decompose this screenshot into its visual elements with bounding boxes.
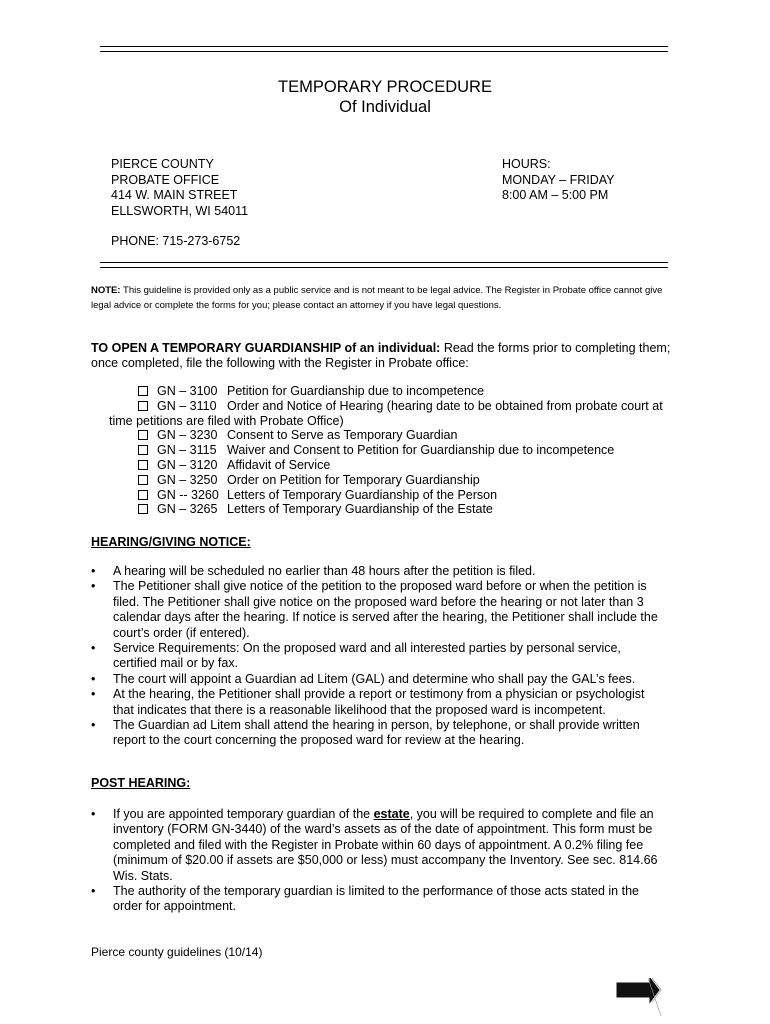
form-title: Petition for Guardianship due to incompetence	[227, 384, 485, 398]
form-title: Letters of Temporary Guardianship of the Person	[227, 487, 498, 502]
bullet: •	[91, 579, 96, 594]
checkbox[interactable]	[138, 475, 148, 485]
right-arrow-icon[interactable]	[612, 978, 662, 1018]
address-line: ELLSWORTH, WI 54011	[111, 203, 249, 218]
form-title: Letters of Temporary Guardianship of the Estate	[227, 502, 493, 517]
form-row-continued	[0, 414, 770, 429]
open-text: Read the forms prior to completing them; once completed, file the following with the Register in Probate office:	[91, 341, 671, 370]
top-rule	[100, 46, 668, 47]
form-title: Consent to Serve as Temporary Guardian	[227, 428, 458, 443]
list-item-text: , you will be required to complete and file an inventory (FORM GN-3440) of the ward’s assets as of the date of appointment. This form must be completed and filed with the Register in Probate within 60 days of appointment. A 0.2% filing fee (minimum of $20.00 if assets are $50,000 or less) must accompany the Inventory. See sec. 814.66 Wis. Stats.	[113, 807, 658, 883]
form-code: GN – 3230	[157, 428, 218, 443]
checkbox[interactable]	[138, 401, 148, 411]
post-hearing-heading: POST HEARING:	[91, 776, 191, 790]
form-code: GN – 3110	[157, 398, 217, 413]
list-item-text: A hearing will be scheduled no earlier than 48 hours after the petition is filed.	[113, 564, 536, 578]
bullet: •	[91, 807, 96, 821]
form-code: GN -- 3260	[157, 487, 219, 502]
form-row	[0, 443, 770, 458]
list-item	[91, 641, 661, 672]
form-row	[0, 458, 770, 473]
note-label: NOTE:	[91, 285, 121, 296]
hearing-list	[91, 564, 661, 749]
address-line: PROBATE OFFICE	[111, 172, 220, 187]
forms-checklist	[0, 384, 770, 517]
divider-rule-2	[100, 267, 668, 268]
form-code: GN – 3100	[157, 384, 218, 398]
list-item	[91, 884, 661, 915]
form-row	[0, 488, 770, 503]
top-rule-2	[100, 51, 668, 52]
page-subtitle: Of Individual	[339, 98, 431, 116]
list-item	[91, 687, 661, 718]
list-item-text: The Guardian ad Litem shall attend the hearing in person, by telephone, or shall provide written report to the court concerning the proposed ward for review at the hearing.	[113, 718, 640, 748]
address-line: PIERCE COUNTY	[111, 157, 214, 171]
form-row	[0, 473, 770, 488]
list-item-text: Service Requirements: On the proposed ward and all interested parties by personal service, certified mail or by fax.	[113, 641, 621, 671]
checkbox[interactable]	[138, 504, 148, 514]
hours-line: 8:00 AM – 5:00 PM	[502, 188, 609, 202]
form-row	[0, 384, 770, 399]
list-item	[91, 807, 661, 884]
form-code: GN – 3265	[157, 502, 218, 517]
checkbox[interactable]	[138, 430, 148, 440]
note-text: This guideline is provided only as a public service and is not meant to be legal advice. The Register in Probate office cannot give legal advice or complete the forms for you; please contact an attorney if you have legal questions.	[91, 285, 663, 311]
estate-emphasis: estate	[373, 807, 410, 821]
hours-line: MONDAY – FRIDAY	[502, 172, 615, 187]
hours-line: HOURS:	[502, 157, 551, 171]
bullet: •	[91, 641, 96, 656]
bullet: •	[91, 884, 96, 899]
form-code: GN – 3250	[157, 472, 218, 487]
checkbox[interactable]	[138, 490, 148, 500]
bullet: •	[91, 671, 96, 686]
checkbox[interactable]	[138, 445, 148, 455]
list-item	[91, 672, 661, 687]
checkbox[interactable]	[138, 460, 148, 470]
office-hours	[502, 157, 615, 204]
page-title: TEMPORARY PROCEDURE	[278, 78, 492, 96]
form-title-continued: time petitions are filed with Probate Office)	[109, 413, 344, 428]
open-heading: TO OPEN A TEMPORARY GUARDIANSHIP of an individual:	[91, 341, 441, 355]
office-address	[111, 157, 248, 250]
list-item-text: At the hearing, the Petitioner shall provide a report or testimony from a physician or psychologist that indicates that there is a reasonable likelihood that the proposed ward is incompetent.	[113, 687, 645, 717]
form-title: Waiver and Consent to Petition for Guardianship due to incompetence	[227, 443, 615, 458]
form-row	[0, 502, 770, 517]
list-item-text: If you are appointed temporary guardian of the	[113, 807, 374, 821]
bullet: •	[91, 564, 96, 578]
list-item-text: The authority of the temporary guardian is limited to the performance of those acts stated in the order for appointment.	[113, 884, 639, 914]
list-item	[91, 579, 661, 641]
form-title: Order and Notice of Hearing (hearing date to be obtained from probate court at	[227, 398, 663, 413]
address-line: 414 W. MAIN STREET	[111, 188, 238, 202]
office-phone: PHONE: 715-273-6752	[111, 234, 241, 248]
hearing-heading: HEARING/GIVING NOTICE:	[91, 535, 251, 549]
legal-note	[91, 283, 681, 313]
divider-rule	[100, 262, 668, 263]
list-item	[91, 718, 661, 749]
form-row	[0, 399, 770, 414]
form-code: GN – 3115	[157, 443, 217, 458]
bullet: •	[91, 687, 96, 702]
list-item	[91, 564, 661, 579]
page-footer: Pierce county guidelines (10/14)	[91, 945, 263, 959]
form-code: GN – 3120	[157, 457, 218, 472]
post-hearing-list	[91, 807, 661, 915]
checkbox[interactable]	[138, 386, 148, 396]
form-title: Affidavit of Service	[227, 457, 331, 472]
form-title: Order on Petition for Temporary Guardianship	[227, 472, 480, 487]
list-item-text: The court will appoint a Guardian ad Litem (GAL) and determine who shall pay the GAL’s fees.	[113, 671, 636, 686]
form-row	[0, 428, 770, 443]
bullet: •	[91, 718, 96, 733]
open-guardianship-intro	[91, 341, 671, 371]
list-item-text: The Petitioner shall give notice of the petition to the proposed ward before or when the petition is filed. The Petitioner shall give notice on the proposed ward before the hearing or not later than 3 calendar days after the hearing. If notice is served after the hearing, the Petitioner shall include the court’s order (if entered).	[113, 579, 658, 640]
